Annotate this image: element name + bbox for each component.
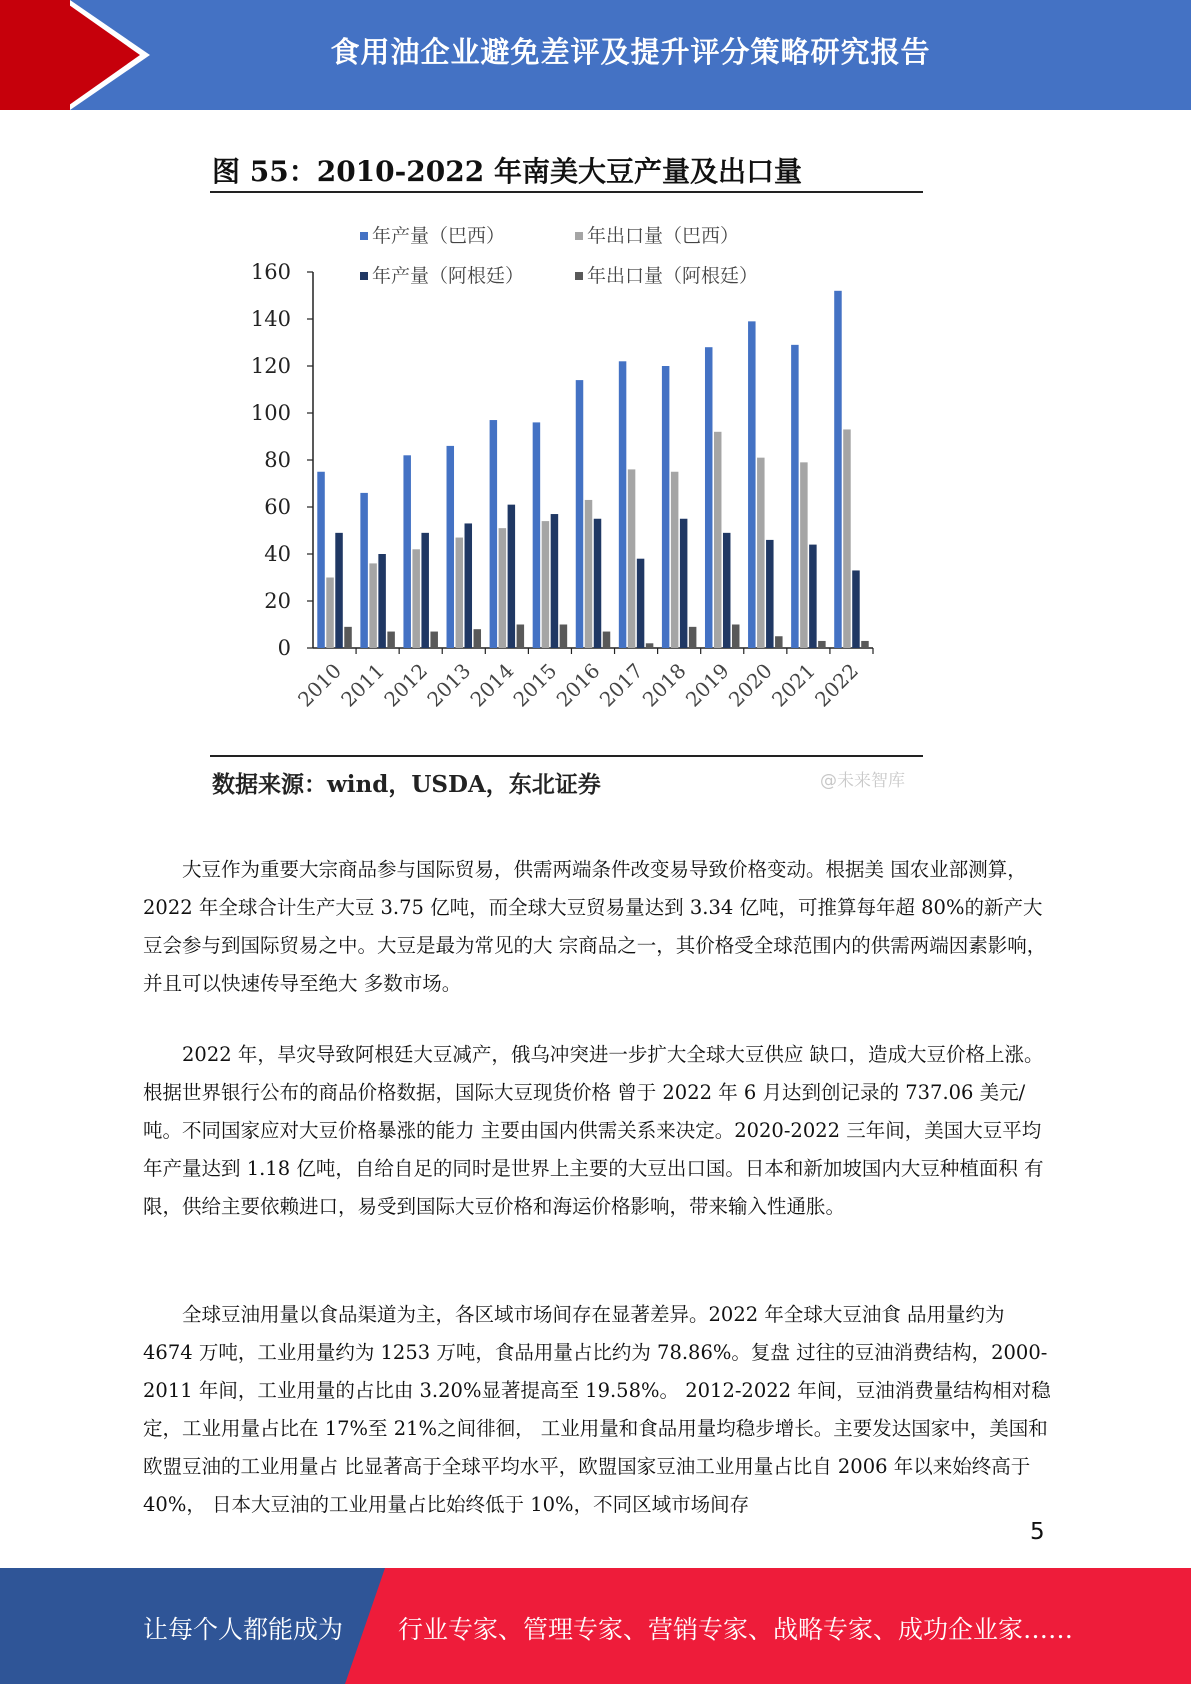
bar — [335, 533, 343, 648]
soybean-bar-chart — [220, 220, 900, 740]
watermark: @未来智库 — [820, 771, 905, 791]
bar — [412, 549, 420, 648]
bar — [861, 641, 869, 648]
bar — [757, 458, 765, 648]
bar — [551, 514, 559, 648]
x-tick-label: 2012 — [379, 658, 433, 712]
x-tick-label: 2016 — [551, 658, 605, 712]
y-tick-label: 120 — [250, 354, 291, 378]
x-tick-label: 2013 — [422, 658, 476, 712]
bar — [378, 554, 386, 648]
figure-title: 图 55：2010-2022 年南美大豆产量及出口量 — [212, 155, 802, 188]
bar — [456, 538, 464, 648]
y-tick-label: 80 — [264, 448, 291, 472]
x-tick-label: 2021 — [766, 658, 820, 712]
footer-slogan-left: 让每个人都能成为 — [143, 1615, 344, 1644]
paragraph-3-text: 全球豆油用量以食品渠道为主，各区域市场间存在显著差异。2022 年全球大豆油食 品用量约为 4674 万吨，工业用量约为 1253 万吨，食品用量占比约为 78.86%。复盘 过往的豆油消费结构，2000-2011 年间，工业用量的占比由 3.20%显著提高至 19.58%。 2012-2022 年间，豆油消费量结构相对稳定，工业用量占比在 17%至 21%之间徘徊， 工业用量和食品用量均稳步增长。主要发达国家中，美国和欧盟豆油的工业用量占 比显著高于全球平均水平，欧盟国家豆油工业用量占比自 2006 年以来始终高于 40%， 日本大豆油的工业用量占比始终低于 10%，不同区域市场间存 — [143, 1303, 1051, 1516]
bar — [603, 632, 611, 648]
legend-swatch — [575, 272, 583, 280]
header-red-block — [0, 0, 70, 110]
bar — [517, 625, 525, 649]
x-tick-label: 2011 — [336, 658, 390, 712]
y-tick-label: 160 — [250, 260, 291, 284]
bar — [637, 559, 645, 648]
bar — [430, 632, 438, 648]
y-tick-label: 60 — [264, 495, 291, 519]
bar — [387, 632, 395, 648]
bar — [646, 643, 654, 648]
bar — [619, 361, 627, 648]
x-tick-label: 2019 — [680, 658, 734, 712]
bar — [748, 321, 756, 648]
bar — [628, 469, 636, 648]
bar — [852, 570, 860, 648]
y-tick-label: 40 — [264, 542, 291, 566]
footer-blue-slant — [345, 1568, 385, 1684]
paragraph-2 — [143, 1036, 1051, 1226]
bar — [843, 429, 851, 648]
bar — [508, 505, 516, 648]
bar — [403, 455, 411, 648]
y-tick-label: 20 — [264, 589, 291, 613]
legend-label: 年产量（巴西） — [372, 225, 506, 247]
paragraph-3 — [143, 1296, 1051, 1524]
bar — [465, 523, 473, 648]
bar — [834, 291, 842, 648]
legend-label: 年出口量（巴西） — [587, 225, 740, 247]
bar — [689, 627, 697, 648]
bar — [723, 533, 731, 648]
bar — [499, 528, 507, 648]
page-header — [0, 0, 1191, 110]
bar — [490, 420, 498, 648]
x-tick-label: 2020 — [723, 658, 777, 712]
figure-bottom-rule — [210, 755, 923, 757]
x-tick-label: 2018 — [637, 658, 691, 712]
figure-top-rule — [210, 191, 923, 193]
y-tick-label: 100 — [250, 401, 291, 425]
bar — [662, 366, 670, 648]
bar — [705, 347, 713, 648]
bar — [447, 446, 455, 648]
page-number: 5 — [1030, 1519, 1045, 1545]
bar — [560, 625, 568, 649]
paragraph-1 — [143, 851, 1051, 1003]
bar — [809, 545, 817, 648]
x-tick-label: 2022 — [810, 658, 863, 712]
report-title: 食用油企业避免差评及提升评分策略研究报告 — [330, 35, 931, 69]
bar — [360, 493, 368, 648]
x-tick-label: 2014 — [465, 658, 519, 712]
figure-source: 数据来源：wind，USDA，东北证券 — [212, 771, 601, 798]
legend-label: 年产量（阿根廷） — [372, 265, 525, 287]
y-tick-label: 140 — [250, 307, 291, 331]
legend-swatch — [360, 232, 368, 240]
x-tick-label: 2017 — [594, 658, 648, 712]
bar — [791, 345, 799, 648]
bar — [800, 462, 808, 648]
bar — [317, 472, 325, 648]
y-tick-label: 0 — [277, 636, 291, 660]
legend-label: 年出口量（阿根廷） — [587, 265, 759, 287]
bar — [680, 519, 688, 648]
bar — [474, 629, 482, 648]
bar — [766, 540, 774, 648]
bar — [369, 563, 377, 648]
bar — [775, 636, 783, 648]
bar — [671, 472, 679, 648]
page-footer — [0, 1568, 1191, 1684]
bar — [533, 422, 541, 648]
bar — [576, 380, 584, 648]
bar — [714, 432, 722, 648]
header-red-chevron — [62, 0, 140, 110]
bar — [542, 521, 550, 648]
bar — [818, 641, 826, 648]
bar — [732, 625, 740, 649]
paragraph-2-text: 2022 年，旱灾导致阿根廷大豆减产，俄乌冲突进一步扩大全球大豆供应 缺口，造成大豆价格上涨。根据世界银行公布的商品价格数据，国际大豆现货价格 曾于 2022 年 6 月达到创记录的 737.06 美元/吨。不同国家应对大豆价格暴涨的能力 主要由国内供需关系来决定。2020-2022 三年间，美国大豆平均年产量达到 1.18 亿吨，自给自足的同时是世界上主要的大豆出口国。日本和新加坡国内大豆种植面积 有限，供给主要依赖进口，易受到国际大豆价格和海运价格影响，带来输入性通胀。 — [143, 1043, 1044, 1218]
bar — [585, 500, 593, 648]
x-tick-label: 2015 — [508, 658, 562, 712]
paragraph-1-text: 大豆作为重要大宗商品参与国际贸易，供需两端条件改变易导致价格变动。根据美 国农业部测算，2022 年全球合计生产大豆 3.75 亿吨，而全球大豆贸易量达到 3.34 亿吨，可推算每年超 80%的新产大豆会参与到国际贸易之中。大豆是最为常见的大 宗商品之一，其价格受全球范围内的供需两端因素影响，并且可以快速传导至绝大 多数市场。 — [143, 858, 1047, 995]
bar — [594, 519, 602, 648]
legend-swatch — [575, 232, 583, 240]
bar — [326, 578, 334, 649]
footer-slogan-right: 行业专家、管理专家、营销专家、战略专家、成功企业家…… — [398, 1615, 1074, 1644]
x-tick-label: 2010 — [293, 658, 347, 712]
bar — [421, 533, 429, 648]
legend-swatch — [360, 272, 368, 280]
bar — [344, 627, 352, 648]
